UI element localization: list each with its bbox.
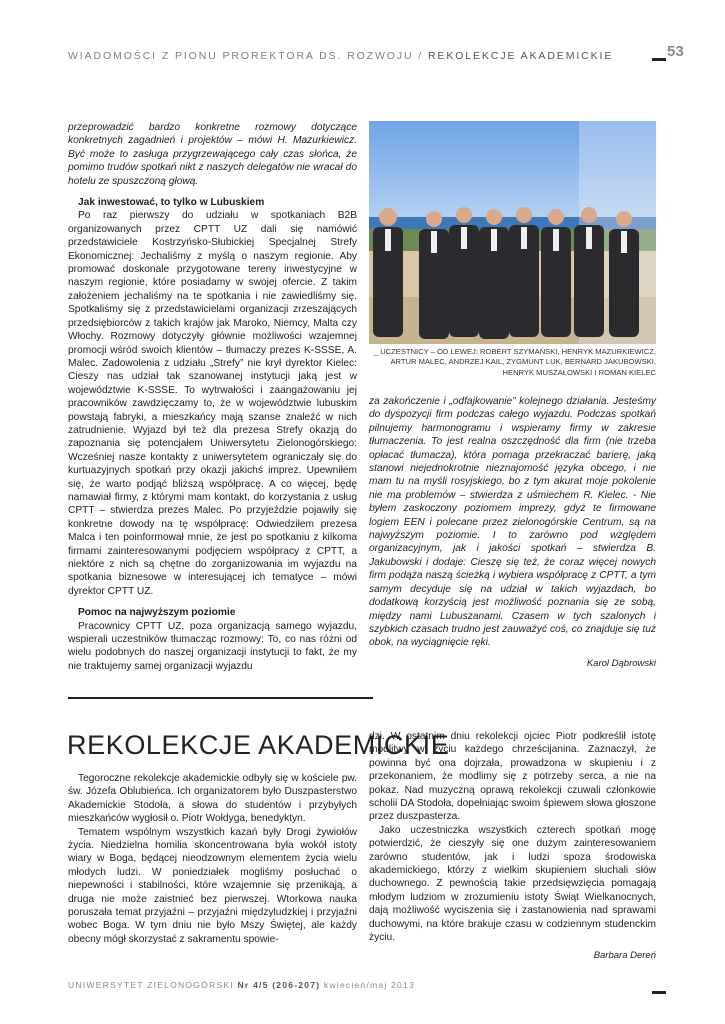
photo-caption: _ UCZESTNICY – OD LEWEJ: ROBERT SZYMAŃSKI, HENRYK MAZURKIEWICZ, ARTUR MALEC, ANDRZEJ KAIL, ZYGMUNT LUK, BERNARD JAKUBOWSKI, HENRYK MUSZAŁOWSKI I ROMAN KIELEC (373, 347, 656, 377)
page-footer (68, 980, 415, 990)
article2-paragraph-3: dzi. W ostatnim dniu rekolekcji ojciec Piotr podkreślił istotę modlitwy w życiu każdego chrześcijanina. Zaznaczył, że powinna być ona dojrzała, prowadzona w skupieniu i z przekonaniem, że modlimy się z potrzeby serca, a nie na pokaz. Nad muzyczną oprawą rekolekcji czuwali członkowie scholii DA Stodoła, dopełniając swoim śpiewem słowa głoszone przez duszpasterza. (369, 731, 656, 823)
article1-left-column (68, 121, 357, 673)
article2-left-column (68, 772, 357, 946)
section-divider (68, 697, 373, 699)
article1-intro-paragraph: przeprowadzić bardzo konkretne rozmowy dotyczące konkretnych zagadnień i projektów – mówi H. Mazurkiewicz. Być może to zasługa przygrzewającego cały czas słońca, że pomimo trudów spotkań nikt z naszych delegatów nie wracał do hotelu ze spuszczoną głową. (68, 122, 357, 187)
footer-university: UNIWERSYTET ZIELONOGÓRSKI (68, 980, 234, 990)
article2-paragraph-2: Tematem wspólnym wszystkich kazań były Drogi żywiołów życia. Niedzielna homilia skoncentrowana była wokół istoty wiary w Boga, będącej nieodzownym elementem życia wielu młodych ludzi. W poniedziałek mogliśmy posłuchać o niepewności i stabilności, które wzajemnie się przenikają, a druga nie może zaistnieć bez pierwszej. Wtorkowa nauka poruszała temat przyjaźni – przyjaźni międzyludzkiej i przyjaźni wobec Boga. W tym dniu nie było Mszy Świętej, ale każdy obecny mógł skorzystać z sakramentu spowie- (68, 826, 357, 945)
article2-title: REKOLEKCJE AKADEMICKIE (67, 730, 450, 760)
footer-dash (652, 991, 666, 994)
group-photo (369, 121, 656, 344)
article2-paragraph-1: Tegoroczne rekolekcje akademickie odbyły się w kościele pw. św. Józefa Oblubieńca. Ich organizatorem było Duszpasterstwo Akademickie Stodoła, a słowa do studentów i przybyłych mieszkańców wygłosił o. Piotr Wołdyga, benedyktyn. (68, 773, 357, 825)
page-number: 53 (667, 43, 684, 60)
header-section: WIADOMOŚCI Z PIONU PROREKTORA DS. ROZWOJU (68, 50, 414, 62)
article1-heading-pomoc: Pomoc na najwyższym poziomie (78, 607, 236, 619)
running-header (68, 50, 613, 62)
article2-right-column (369, 730, 656, 962)
footer-date: kwiecień/maj 2013 (323, 980, 415, 990)
article2-paragraph-4: Jako uczestniczka wszystkich czterech spotkań mogę potwierdzić, że cieszyły się one dużym zainteresowaniem zarówno studentów, jak i ludzi spoza środowiska akademickiego, którzy z wielkim skupieniem słuchali słów duchownego. Z pewnością takie przedsięwzięcia pomagają młodym ludziom w zrozumieniu istoty Świąt Wielkanocnych, dają możliwość wyciszenia się i zastanowienia nad sprawami duchowymi, na które brakuje czasu w codziennym studenckim życiu. (369, 824, 656, 944)
article1-body-paragraph: Po raz pierwszy do udziału w spotkaniach B2B organizowanych przez CPTT UZ dali się namówić przedstawiciele Kostrzyńsko-Słubickiej Specjalnej Strefy Ekonomicznej: Jechaliśmy z myślą o naszym regionie. Aby promować doskonale przygotowane tereny inwestycyjne w naszym regionie, które posiadamy w swojej ofercie. Z takim założeniem jechaliśmy na te spotkania i nie zawiedliśmy się. Spotkaliśmy się z przedstawicielami organizacji zrzeszających przedsiębiorców z takich krajów jak Maroko, Niemcy, Malta czy Włochy. Rozmowy dotyczyły głównie możliwości wzajemnej promocji wśród swoich klientów – tłumaczy prezes K-SSSE, A. Malec. Zadowolenia z udziału „Strefy” nie krył dyrektor Kielec: Cieszy nas udział tak szanowanej instytucji jaką jest w województwie K-SSSE. To wytrwałości i zaangażowaniu jej pracowników zawdzięczamy to, że w województwie lubuskim powstają fabryki, a mieszkańcy mają szanse znaleźć w nich zatrudnienie. Wyjazd był też dla prezesa Strefy okazją do zapoznania się potencjałem Uniwersytetu Zielonogórskiego: Wcześniej nasze kontakty z uniwersytetem ograniczały się do kurtuazyjnych spotkań przy okazji jakichś imprez. Upewniłem się, że warto podjąć bliższą współpracę. A co więcej, będę namawiał firmy, z którymi mam kontakt, do korzystania z usług CPTT – stwierdza prezes Malec. Po przyjeździe pojawiły się konkretne dowody na tę współpracę: Odwiedziłem prezesa Malca i ten poinformował mnie, że jest po spotkaniu z kilkoma firmami zainteresowanymi podjęciem współpracy z CPTT, a niektóre z nich są chętne do zorganizowania im wyjazdu na spotkania biznesowe w interesującej ich tematyce – mówi dyrektor CPTT UZ. (68, 210, 357, 597)
header-topic: REKOLEKCJE AKADEMICKIE (427, 50, 614, 62)
header-separator: / (413, 50, 428, 62)
footer-issue: Nr 4/5 (206-207) (237, 980, 321, 990)
article1-body-paragraph-2: Pracownicy CPTT UZ, poza organizacją samego wyjazdu, wspierali uczestników tłumacząc rozmowy: To, co nas różni od wielu podobnych do naszej organizacji instytucji to fakt, że my nie traktujemy samej organizacji wyjazdu (68, 620, 357, 672)
article1-heading-lubuskie: Jak inwestować, to tylko w Lubuskiem (78, 197, 265, 209)
article1-author: Karol Dąbrowski (586, 657, 656, 669)
article1-continuation-paragraph: za zakończenie i „odfajkowanie” kolejnego działania. Jesteśmy do dyspozycji firm podczas całego wyjazdu. Podczas spotkań pilnujemy harmonogramu i wspieramy firmy w zakresie tłumaczenia. To jest realna oszczędność dla firm (nie trzeba opłacać tłumacza), która pomaga przekraczać barierę, jaką stanowi niejednokrotnie nieznajomość języka obcego, i nie mam tu na myśli rosyjskiego, bo z tym akurat moje pokolenie nie ma problemów – stwierdza z uśmiechem R. Kielec. - Nie byłem zaskoczony poziomem imprezy, gdyż te firmowane logiem EEN i polecane przez zielonogórskie Centrum, są na najwyższym poziomie. I to zarówno pod względem organizacyjnym, jak i jakości spotkań – stwierdza B. Jakubowski i dodaje: Cieszę się też, że coraz więcej nowych firm podąża naszą ścieżką i wybiera współpracę z CPTT, a tym samym decyduje się na udział w takich wyjazdach, bo dodatkową korzyścią jest możliwość poznania się ze sobą, między nami Lubuszanami. Czasem w tych szalonych i szybkich czasach trudno jest zauważyć coś, co znajduje się tuż obok, na wyciągnięcie ręki. (369, 396, 656, 649)
group-photo-image (369, 121, 656, 344)
article1-right-column (369, 395, 656, 670)
article2-author: Barbara Dereń (593, 949, 656, 961)
page-number-dash (652, 58, 666, 61)
